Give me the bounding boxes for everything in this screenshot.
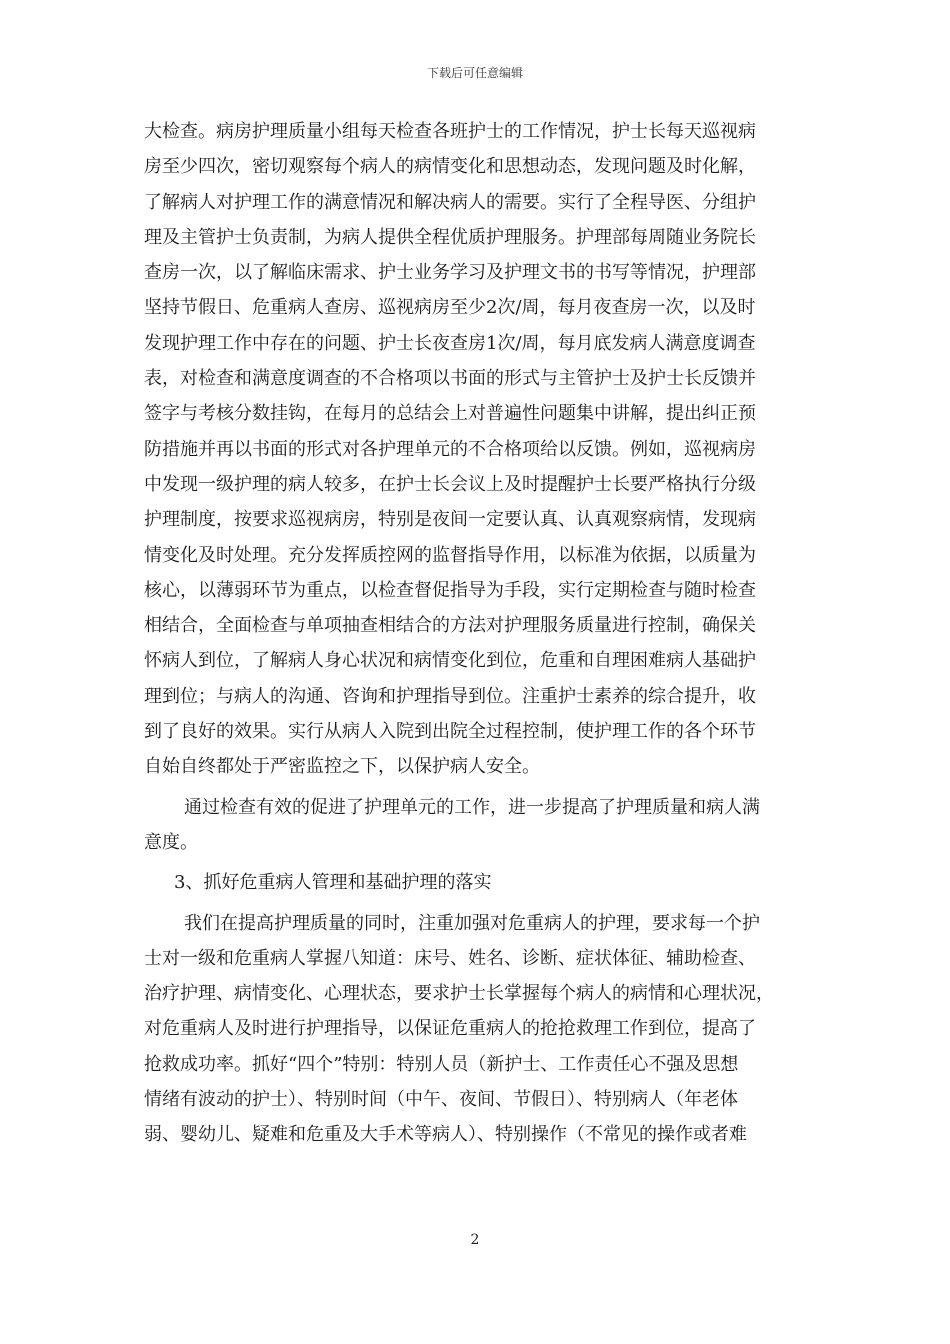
text-line: 对危重病人及时进行护理指导，以保证危重病人的抢抢救理工作到位，提高了 [144, 1018, 756, 1040]
page-number: 2 [470, 1232, 480, 1248]
document-body [144, 114, 808, 1153]
text-line: 核心，以薄弱环节为重点，以检查督促指导为手段，实行定期检查与随时检查 [144, 579, 756, 601]
text-line: 意度。 [144, 831, 198, 853]
text-line: 了解病人对护理工作的满意情况和解决病人的需要。实行了全程导医、分组护 [144, 191, 756, 213]
text-line: 护理制度，按要求巡视病房，特别是夜间一定要认真、认真观察病情，发现病 [144, 509, 756, 531]
section-heading: 3、抓好危重病人管理和基础护理的落实 [174, 872, 492, 894]
text-line: 理到位；与病人的沟通、咨询和护理指导到位。注重护士素养的综合提升，收 [144, 685, 756, 707]
text-line: 中发现一级护理的病人较多，在护士长会议上及时提醒护士长要严格执行分级 [144, 473, 756, 495]
text-line: 怀病人到位，了解病人身心状况和病情变化到位，危重和自理困难病人基础护 [144, 650, 756, 672]
text-line: 查房一次，以了解临床需求、护士业务学习及护理文书的书写等情况，护理部 [144, 262, 756, 284]
text-line: 房至少四次，密切观察每个病人的病情变化和思想动态，发现问题及时化解， [144, 156, 756, 178]
text-line: 我们在提高护理质量的同时，注重加强对危重病人的护理，要求每一个护 [184, 912, 760, 934]
text-line: 表，对检查和满意度调查的不合格项以书面的形式与主管护士及护士长反馈并 [144, 368, 756, 390]
text-line: 情变化及时处理。充分发挥质控网的监督指导作用，以标准为依据，以质量为 [144, 544, 756, 566]
text-line: 发现护理工作中存在的问题、护士长夜查房1次/周，每月底发病人满意度调查 [144, 332, 756, 354]
text-line: 大检查。病房护理质量小组每天检查各班护士的工作情况，护士长每天巡视病 [144, 121, 756, 142]
text-line: 抢救成功率。抓好“四个”特别：特别人员（新护士、工作责任心不强及思想 [144, 1053, 739, 1075]
text-line: 理及主管护士负责制，为病人提供全程优质护理服务。护理部每周随业务院长 [144, 226, 756, 248]
text-line: 到了良好的效果。实行从病人入院到出院全过程控制，使护理工作的各个环节 [144, 721, 756, 743]
text-line: 坚持节假日、危重病人查房、巡视病房至少2次/周，每月夜查房一次，以及时 [144, 297, 756, 319]
text-line: 签字与考核分数挂钩，在每月的总结会上对普遍性问题集中讲解，提出纠正预 [144, 403, 756, 425]
text-line: 弱、婴幼儿、疑难和危重及大手术等病人）、特别操作（不常见的操作或者难 [144, 1124, 747, 1146]
page-header: 下载后可任意编辑 [426, 66, 523, 80]
text-line: 士对一级和危重病人掌握八知道：床号、姓名、诊断、症状体征、辅助检查、 [144, 947, 756, 969]
paragraph [144, 114, 808, 785]
text-line: 情绪有波动的护士）、特别时间（中午、夜间、节假日）、特别病人（年老体 [144, 1089, 738, 1111]
text-line: 防措施并再以书面的形式对各护理单元的不合格项给以反馈。例如，巡视病房 [144, 438, 756, 460]
paragraph [144, 906, 808, 1153]
text-line: 治疗护理、病情变化、心理状态，要求护士长掌握每个病人的病情和心理状况， [144, 983, 774, 1005]
text-line: 相结合，全面检查与单项抽查相结合的方法对护理服务质量进行控制，确保关 [144, 615, 756, 637]
paragraph [144, 790, 808, 861]
text-line: 自始自终都处于严密监控之下，以保护病人安全。 [144, 756, 540, 778]
text-line: 通过检查有效的促进了护理单元的工作，进一步提高了护理质量和病人满 [184, 796, 760, 818]
